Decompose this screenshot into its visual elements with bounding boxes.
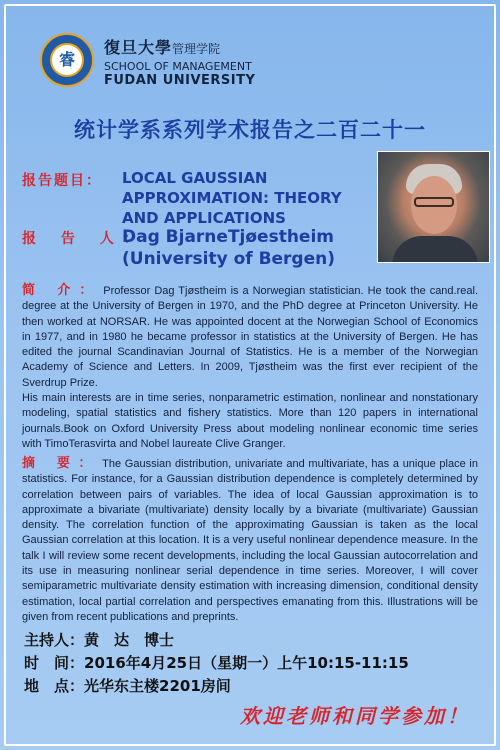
time-row xyxy=(24,652,409,673)
school-name xyxy=(104,35,255,88)
abstract-text: The Gaussian distribution, univariate and multivariate, has a unique place in statistics. For instance, for a Gaussian distribution dependence is completely determined by correlation between pairs of variables. The idea of local Gaussian approximation is to approximate a bivariate (multivariate) density locally by a bivariate (multivariate) Gaussian density. The correlation function of the approximating Gaussian is taken as the local Gaussian correlation at this location. It is a very useful nonlinear dependence measure. In the talk I will review some recent developments, including the local Gaussian autocorrelation and its use in measuring nonlinear serial dependence in time series. Moreover, I will cover semiparametric multivariate density estimation with increasing dimension, conditional density estimation, local partial correlation and perspectives emanating from this. Illustrations will be given from recent publications and preprints. xyxy=(22,458,478,623)
host-label: 主持人： xyxy=(24,631,85,649)
place-label: 地 点： xyxy=(24,677,85,695)
speaker-affiliation: (University of Bergen) xyxy=(122,249,336,269)
time-label: 时 间： xyxy=(24,654,85,672)
place-value: 光华东主楼2201房间 xyxy=(84,677,231,695)
school-name-en-line2: FUDAN UNIVERSITY xyxy=(104,73,256,88)
school-logo-block xyxy=(40,33,280,89)
talk-title: LOCAL GAUSSIAN APPROXIMATION: THEORY AND APPLICATIONS xyxy=(122,169,342,227)
speaker-name: Dag BjarneTjøestheim xyxy=(122,227,334,247)
welcome-message: 欢迎老师和同学参加！ xyxy=(240,704,470,728)
talk-title-label: 报告题目： xyxy=(22,173,102,189)
speaker-label: 报 告 人： xyxy=(22,231,148,247)
seal-glyph: 睿 xyxy=(58,50,75,69)
school-name-cn: 復旦大學 xyxy=(104,38,173,57)
abstract-label: 摘 要： xyxy=(22,456,101,471)
bio-paragraph-1: Professor Dag Tjøstheim is a Norwegian statistician. He took the cand.real. degree at the University of Bergen in 1970, and the PhD degree at Princeton University. He then worked at NORSAR. He was appointed docent at the Norwegian School of Economics in 1977, and in 1980 he became professor in statistics at the University of Bergen. He has edited the journal Scandinavian Journal of Statistics. He is a member of the Norwegian Academy of Science and Letters. In 2009, Tjøstheim was the first ever recipient of the Sverdrup Prize. xyxy=(22,285,478,389)
speaker-bio xyxy=(22,283,478,452)
speaker-photo xyxy=(377,151,490,263)
place-row xyxy=(24,675,231,696)
school-dept-cn: 管理学院 xyxy=(172,42,221,56)
host-value: 黄 达 博士 xyxy=(84,631,175,649)
talk-abstract xyxy=(22,456,478,625)
poster-title: 统计学系系列学术报告之二百二十一 xyxy=(74,118,426,142)
time-value: 2016年4月25日（星期一）上午10:15-11:15 xyxy=(84,654,409,672)
school-seal-icon xyxy=(40,33,94,87)
host-row xyxy=(24,629,174,650)
bio-paragraph-2: His main interests are in time series, nonparametric estimation, nonlinear and nonstationary modeling, spatial statistics and fishery statistics. More than 120 papers in international journals.Book on Oxford University Press about modeling nonlinear economic time series with TimoTerasvirta and Nobel laureate Clive Granger. xyxy=(22,392,478,450)
bio-label: 简 介： xyxy=(22,283,102,298)
speaker-info xyxy=(122,226,335,270)
school-name-en-line1: SCHOOL OF MANAGEMENT xyxy=(104,60,252,73)
